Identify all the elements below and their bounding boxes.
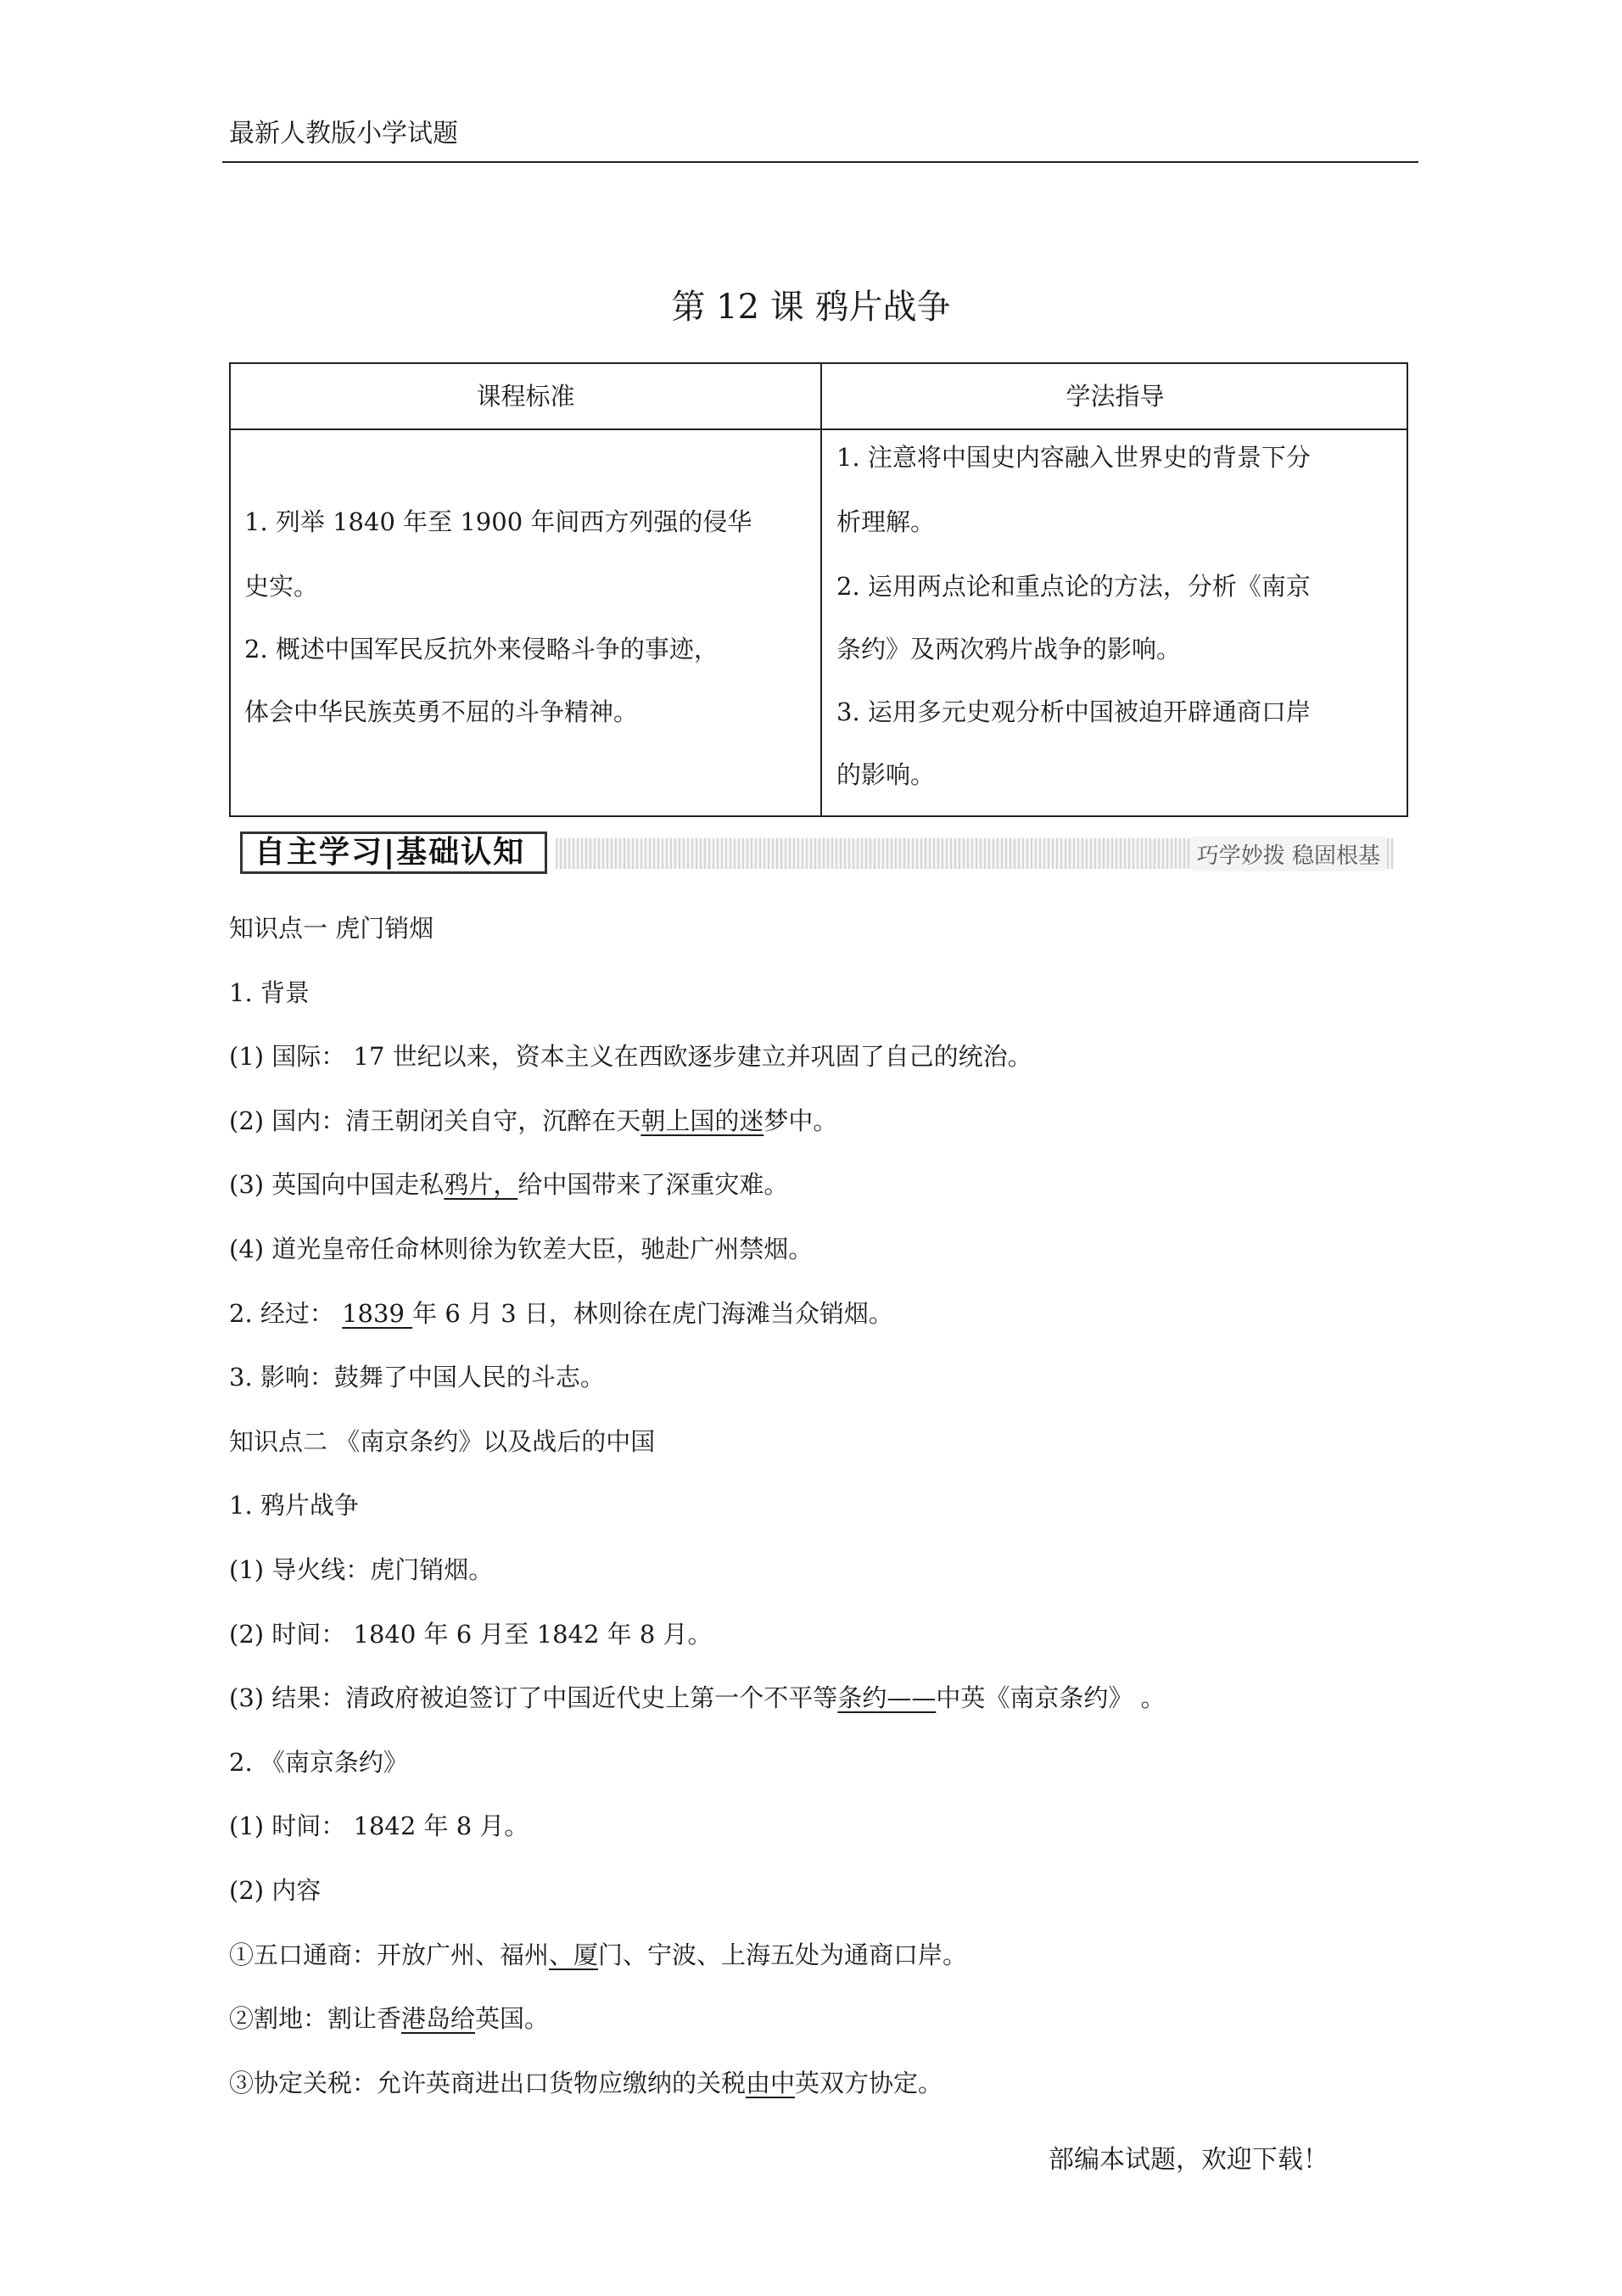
content-line [229,1295,893,1330]
content-text: 知识点二 《南京条约》以及战后的中国 [229,1427,656,1456]
content-text: 门、宁波、上海五处为通商口岸。 [598,1940,968,1969]
content-text: 英双方协定。 [795,2069,943,2097]
content-line [229,1551,493,1586]
content-text: ②割地：割让香 [229,2004,402,2033]
underlined-answer: 条约—— [837,1683,937,1712]
banner-slogan: 巧学妙拨 稳固根基 [1192,837,1385,871]
content-line [229,1807,529,1842]
table-divider-vertical [820,364,822,815]
content-text: (3) 英国向中国走私 [229,1170,445,1199]
content-line [229,2064,942,2099]
content-text: ③协定关税：允许英商进出口货物应缴纳的关税 [229,2069,747,2097]
standards-line: 体会中华民族英勇不屈的斗争精神。 [244,697,639,726]
content-line [229,2000,549,2035]
guidance-line: 1. 注意将中国史内容融入世界史的背景下分 [836,443,1311,472]
content-text: (2) 国内：清王朝闭关自守，沉醉在天 [229,1106,641,1135]
content-text: 梦中。 [763,1106,838,1135]
content-line [229,1358,605,1393]
content-line [229,1487,359,1521]
content-line [229,910,433,944]
table-header-standards: 课程标准 [476,382,575,411]
content-text: 2. 《南京条约》 [229,1748,408,1777]
table-divider-horizontal [231,428,1407,430]
content-text: ①五口通商：开放广州、福州 [229,1940,550,1969]
content-text: 1. 背景 [229,978,310,1007]
banner-label: 自主学习|基础认知 [240,832,547,874]
content-text: 1. 鸦片战争 [229,1491,359,1520]
underlined-answer: 港岛给 [401,2004,476,2033]
page-footer: 部编本试题，欢迎下载！ [1049,2145,1328,2175]
lesson-title: 第 12 课 鸦片战争 [671,288,951,327]
content-line [229,1102,837,1137]
content-text: (1) 国际： 17 世纪以来，资本主义在西欧逐步建立并巩固了自己的统治。 [229,1042,1032,1071]
guidance-line: 2. 运用两点论和重点论的方法，分析《南京 [836,572,1311,601]
content-text: 2. 经过： [229,1299,343,1328]
underlined-answer: 1839 [342,1299,413,1328]
content-line [229,1230,813,1265]
content-text: 年 6 月 3 日，林则徐在虎门海滩当众销烟。 [412,1299,893,1328]
content-text: (1) 导火线：虎门销烟。 [229,1555,494,1584]
underlined-answer: 鸦片， [444,1170,518,1199]
underlined-answer: 由中 [746,2069,796,2097]
curriculum-table [229,362,1408,817]
content-line [229,1679,1166,1714]
content-line [229,1166,788,1201]
table-header-guidance: 学法指导 [1065,382,1165,411]
guidance-line: 条约》及两次鸦片战争的影响。 [836,635,1182,664]
standards-line: 史实。 [244,572,319,601]
content-text: 英国。 [475,2004,550,2033]
underlined-answer: 朝上国的迷 [640,1106,764,1135]
content-text: (3) 结果：清政府被迫签订了中国近代史上第一个不平等 [229,1683,838,1712]
content-text: 知识点一 虎门销烟 [229,914,434,943]
standards-line: 2. 概述中国军民反抗外来侵略斗争的事迹， [244,635,719,664]
content-text: (2) 时间： 1840 年 6 月至 1842 年 8 月。 [229,1620,713,1649]
content-text: 给中国带来了深重灾难。 [517,1170,789,1199]
section-banner [240,832,1394,874]
content-line [229,1616,713,1650]
content-text: (1) 时间： 1842 年 8 月。 [229,1812,529,1840]
content-line [229,1872,321,1907]
content-line [229,1423,655,1458]
content-text: 中英《南京条约》 。 [936,1683,1166,1712]
content-line [229,974,310,1009]
content-line [229,1038,1032,1072]
header-divider [222,161,1418,163]
guidance-line: 3. 运用多元史观分析中国被迫开辟通商口岸 [836,697,1311,726]
content-text: (4) 道光皇帝任命林则徐为钦差大臣，驰赴广州禁烟。 [229,1235,814,1263]
underlined-answer: 、厦 [549,1940,599,1969]
page-header: 最新人教版小学试题 [229,119,458,148]
guidance-line: 的影响。 [836,760,936,789]
content-line [229,1744,408,1778]
content-text: 3. 影响：鼓舞了中国人民的斗志。 [229,1363,605,1392]
content-text: (2) 内容 [229,1876,322,1905]
guidance-line: 析理解。 [836,507,936,536]
content-line [229,1936,967,1971]
standards-line: 1. 列举 1840 年至 1900 年间西方列强的侵华 [244,507,752,536]
